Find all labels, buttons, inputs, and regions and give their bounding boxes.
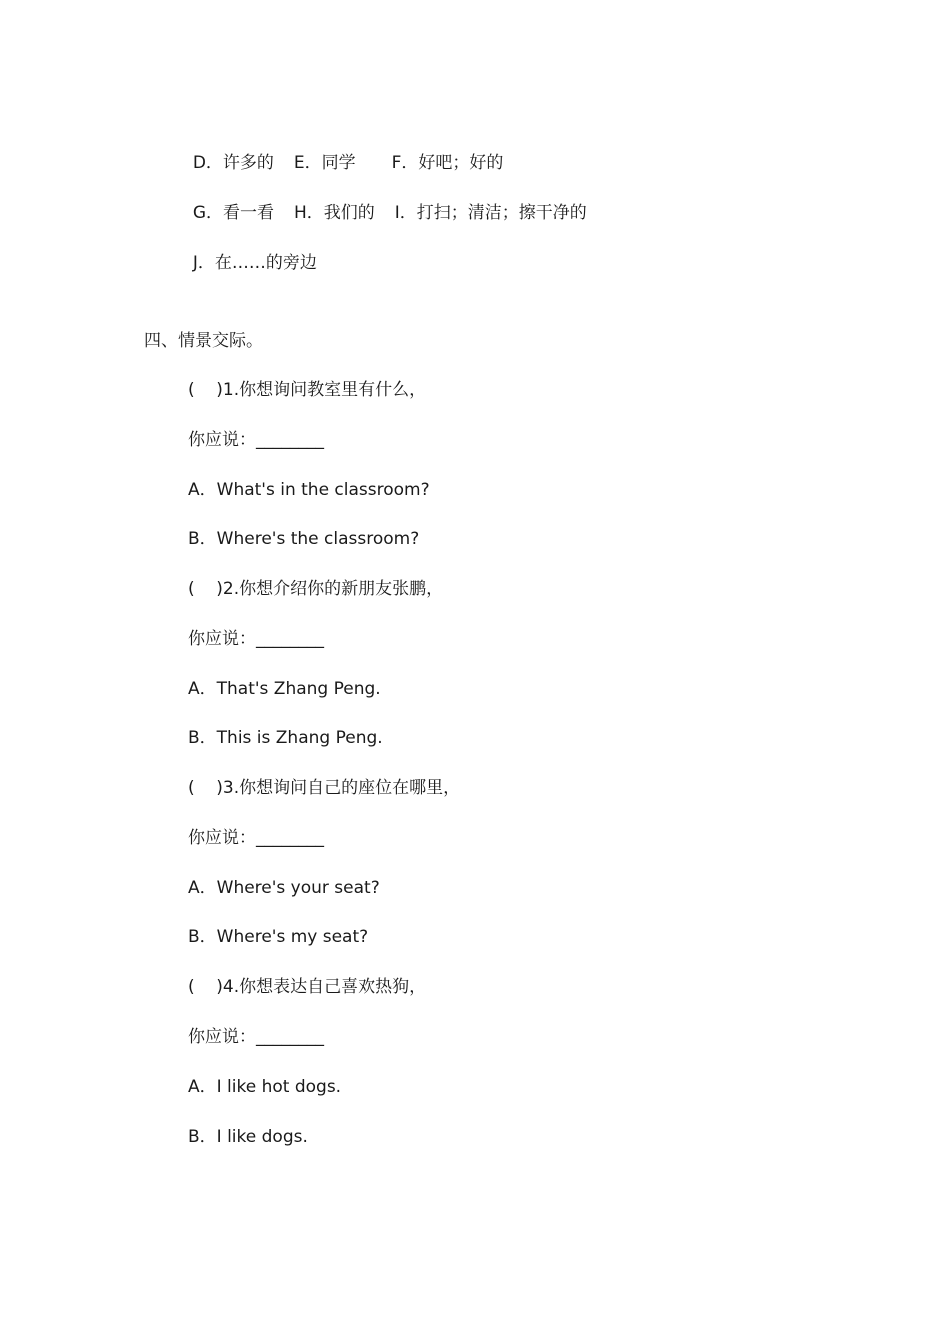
question-1-prompt: ( )1.你想询问教室里有什么， — [188, 380, 427, 400]
vocab-row-2 — [182, 180, 587, 224]
question-4-option-a: A．I like hot dogs. — [188, 1077, 342, 1097]
vocab-option-i: I．打扫；清洁；擦干净的 — [394, 203, 587, 223]
vocab-option-d: D．许多的 — [192, 153, 274, 173]
vocab-option-f: F．好吧；好的 — [391, 153, 504, 173]
vocab-row-3 — [182, 230, 317, 274]
vocab-option-h: H．我们的 — [294, 203, 375, 223]
vocab-option-g: G．看一看 — [192, 203, 274, 223]
question-3-option-a: A．Where's your seat? — [188, 878, 380, 898]
question-4-prompt: ( )4.你想表达自己喜欢热狗， — [188, 977, 427, 997]
question-1-option-a: A．What's in the classroom? — [188, 480, 430, 500]
question-2-option-a: A．That's Zhang Peng. — [188, 679, 381, 699]
question-3-option-b: B．Where's my seat? — [188, 927, 369, 947]
section-heading: 四、情景交际。 — [144, 331, 263, 351]
question-2-answer-line: 你应说：________ — [188, 629, 324, 649]
question-3-answer-line: 你应说：________ — [188, 828, 324, 848]
question-1-answer-line: 你应说：________ — [188, 430, 324, 450]
question-2-prompt: ( )2.你想介绍你的新朋友张鹏， — [188, 579, 444, 599]
question-2-option-b: B．This is Zhang Peng. — [188, 728, 383, 748]
question-1-option-b: B．Where's the classroom? — [188, 529, 420, 549]
question-3-prompt: ( )3.你想询问自己的座位在哪里， — [188, 778, 461, 798]
vocab-option-j: J．在……的旁边 — [192, 253, 317, 273]
question-4-answer-line: 你应说：________ — [188, 1027, 324, 1047]
question-4-option-b: B．I like dogs. — [188, 1127, 308, 1147]
vocab-option-e: E．同学 — [293, 153, 356, 173]
vocab-row-1 — [182, 130, 503, 174]
